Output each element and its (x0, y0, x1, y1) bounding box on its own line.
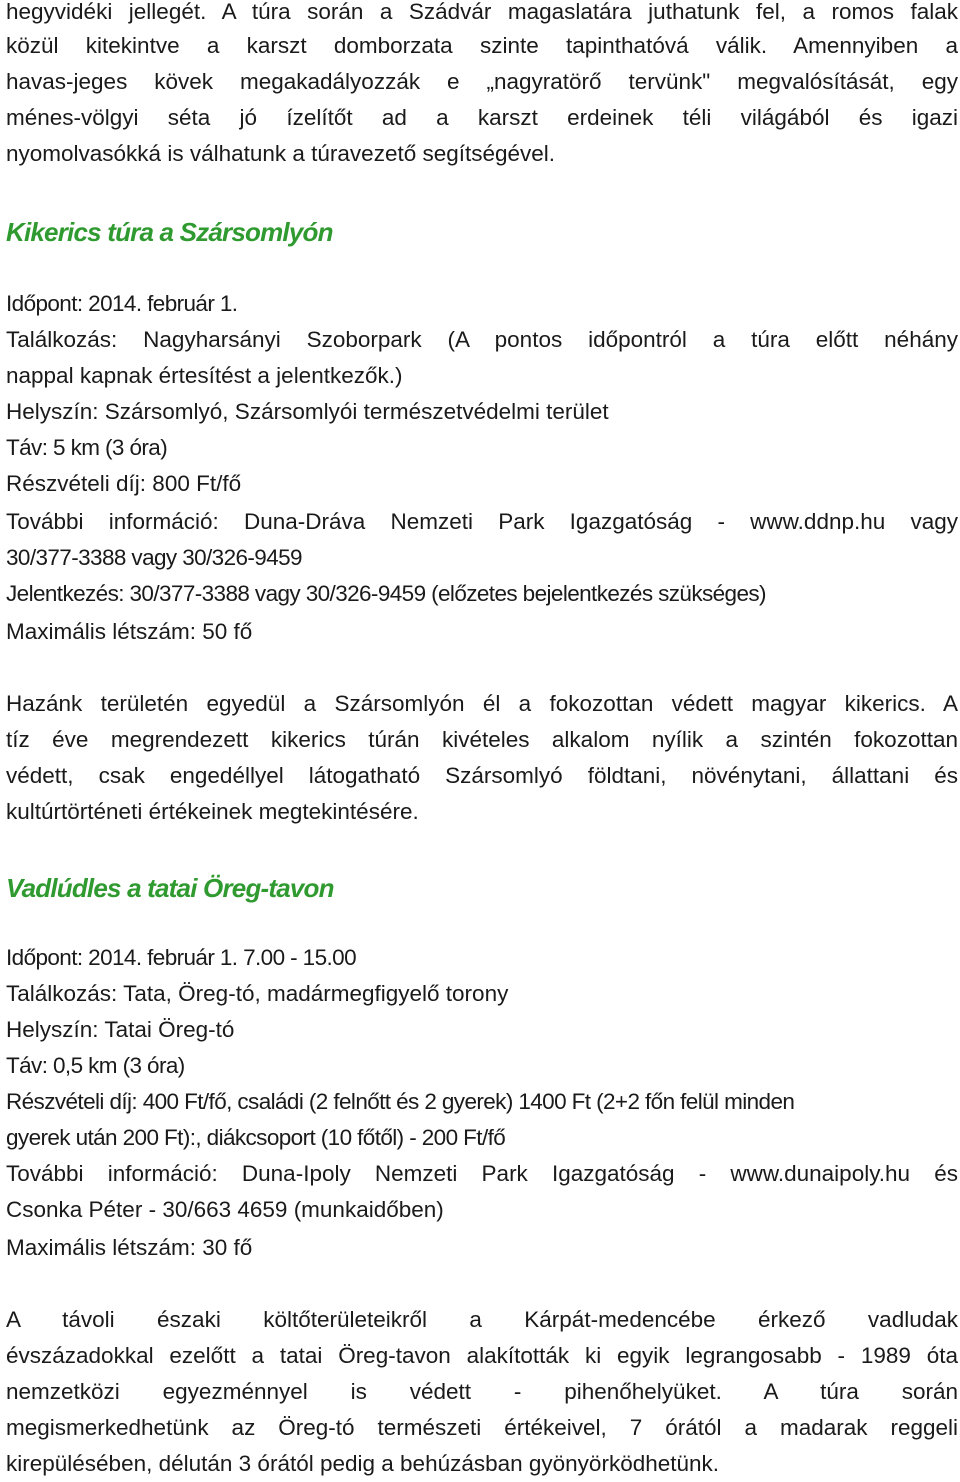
event-title: Kikerics túra a Szársomlyón (6, 217, 333, 247)
paragraph-line: hegyvidéki jellegét. A túra során a Szádvár magaslatára juthatunk fel, a romos falak (6, 0, 958, 24)
paragraph-line: A távoli északi költőterületeikről a Kárpát-medencébe érkező vadludak (6, 1307, 958, 1332)
detail-line: 30/377-3388 vagy 30/326-9459 (6, 545, 302, 570)
detail-line: Időpont: 2014. február 1. 7.00 - 15.00 (6, 945, 356, 970)
detail-line: Csonka Péter - 30/663 4659 (munkaidőben) (6, 1197, 444, 1222)
paragraph-line: Hazánk területén egyedül a Szársomlyón él a fokozottan védett magyar kikerics. A (6, 691, 958, 716)
detail-line: Részvételi díj: 800 Ft/fő (6, 471, 242, 496)
detail-line: Táv: 0,5 km (3 óra) (6, 1053, 185, 1078)
detail-line: Találkozás: Tata, Öreg-tó, madármegfigyelő torony (6, 981, 509, 1006)
paragraph-line: megismerkedhetünk az Öreg-tó természeti értékeivel, 7 órától a madarak reggeli (6, 1415, 958, 1440)
paragraph-line: évszázadokkal ezelőtt a tatai Öreg-tavon alakították ki egyik legrangosabb - 1989 óta (6, 1343, 958, 1368)
detail-line: nappal kapnak értesítést a jelentkezők.) (6, 363, 403, 388)
detail-line: Részvételi díj: 400 Ft/fő, családi (2 felnőtt és 2 gyerek) 1400 Ft (2+2 főn felül minden (6, 1089, 795, 1114)
detail-line: Maximális létszám: 50 fő (6, 619, 253, 644)
detail-line: Találkozás: Nagyharsányi Szoborpark (A pontos időpontról a túra előtt néhány (6, 327, 958, 352)
paragraph-line: ménes-völgyi séta jó ízelítőt ad a karszt erdeinek téli világából és igazi (6, 105, 958, 130)
detail-line: gyerek után 200 Ft):, diákcsoport (10 főtől) - 200 Ft/fő (6, 1125, 506, 1150)
paragraph-line: tíz éve megrendezett kikerics túrán kivételes alkalom nyílik a szintén fokozottan (6, 727, 958, 752)
paragraph-line: közül kitekintve a karszt domborzata szinte tapinthatóvá válik. Amennyiben a (6, 33, 958, 58)
detail-line: Időpont: 2014. február 1. (6, 291, 238, 316)
detail-line: Helyszín: Tatai Öreg-tó (6, 1017, 235, 1042)
paragraph-line: kirepülésében, délután 3 órától pedig a behúzásban gyönyörködhetünk. (6, 1451, 720, 1476)
paragraph-line: nemzetközi egyezménnyel is védett - pihenőhelyüket. A túra során (6, 1379, 958, 1404)
paragraph-line: kultúrtörténeti értékeinek megtekintésére. (6, 799, 419, 824)
paragraph-line: nyomolvasókká is válhatunk a túravezető segítségével. (6, 141, 556, 166)
detail-line: További információ: Duna-Ipoly Nemzeti Park Igazgatóság - www.dunaipoly.hu és (6, 1161, 958, 1186)
paragraph-line: havas-jeges kövek megakadályozzák e „nagyratörő tervünk" megvalósítását, egy (6, 69, 958, 94)
event-title: Vadlúdles a tatai Öreg-tavon (6, 873, 334, 903)
detail-line: Maximális létszám: 30 fő (6, 1235, 253, 1260)
detail-line: Helyszín: Szársomlyó, Szársomlyói természetvédelmi terület (6, 399, 609, 424)
paragraph-line: védett, csak engedéllyel látogatható Szársomlyó földtani, növénytani, állattani és (6, 763, 958, 788)
detail-line: Jelentkezés: 30/377-3388 vagy 30/326-9459 (előzetes bejelentkezés szükséges) (6, 581, 766, 606)
detail-line: Táv: 5 km (3 óra) (6, 435, 168, 460)
detail-line: További információ: Duna-Dráva Nemzeti Park Igazgatóság - www.ddnp.hu vagy (6, 509, 958, 534)
